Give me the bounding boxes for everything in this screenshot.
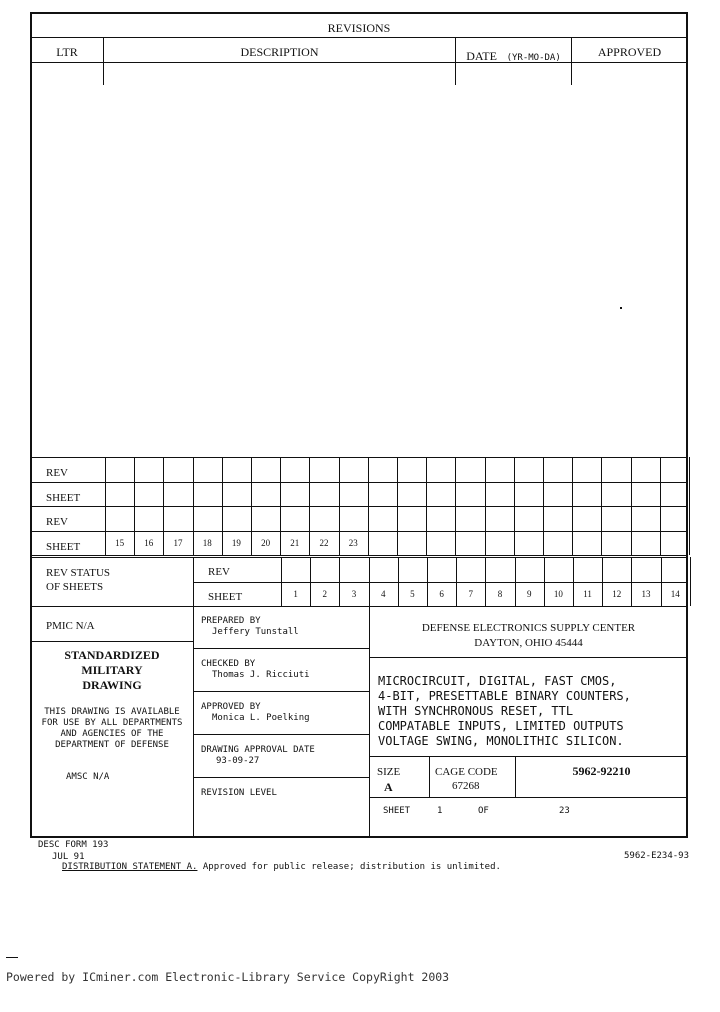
amsc-label: AMSC N/A [66, 772, 110, 782]
sheet-value: 1 [437, 806, 443, 816]
revisions-col-ltr: LTR [56, 45, 78, 59]
size-row-bottom-line [370, 797, 687, 798]
upper-rev-label-2: REV [46, 516, 68, 528]
upper-sheet-number [368, 531, 397, 556]
device-title-line2: 4-BIT, PRESETTABLE BINARY COUNTERS, [378, 689, 631, 703]
upper-sheet-label-1: SHEET [46, 492, 81, 504]
prepared-line [194, 648, 369, 649]
lower-sheet-number: 7 [468, 588, 474, 599]
checked-by-name: Thomas J. Ricciuti [212, 670, 310, 680]
upper-sheet-number: 15 [115, 537, 125, 548]
lower-sheet-number: 2 [322, 588, 328, 599]
title-block-divider-left [193, 557, 194, 838]
powered-by-text: Powered by ICminer.com Electronic-Library Service CopyRight 2003 [6, 970, 450, 984]
upper-sheet-number [514, 531, 543, 556]
upper-sheet-number: 23 [348, 537, 358, 548]
upper-sheet-number: 22 [319, 537, 329, 548]
approved-by-name: Monica L. Poelking [212, 713, 310, 723]
form-label: DESC FORM 193 [38, 840, 109, 850]
supply-center-line [370, 657, 687, 658]
upper-sheet-number [397, 531, 426, 556]
revisions-col-date-format: (YR-MO-DA) [506, 53, 561, 63]
revisions-col-date-label: DATE [466, 49, 497, 63]
lower-sheet-number: 10 [553, 588, 563, 599]
lower-sheet-number: 4 [380, 588, 386, 599]
rev-status-label-line1: REV STATUS [46, 567, 111, 579]
approved-line [194, 734, 369, 735]
lower-sheet-number: 11 [583, 588, 592, 599]
lower-sheet-number: 5 [410, 588, 415, 599]
pmic-line [31, 641, 193, 642]
distribution-text: Approved for public release; distribution is unlimited. [202, 862, 501, 872]
cage-code-label: CAGE CODE [435, 766, 498, 778]
checked-line [194, 691, 369, 692]
upper-grid-vline [689, 457, 690, 555]
upper-sheet-number [631, 531, 660, 556]
sheet-label: SHEET [383, 806, 411, 816]
lower-rev-label: REV [208, 566, 230, 578]
lower-grid-vline [690, 557, 691, 606]
upper-sheet-number: 17 [173, 537, 183, 548]
distribution-label: DISTRIBUTION STATEMENT A. [62, 862, 198, 872]
lower-sheet-number: 8 [497, 588, 503, 599]
approval-date-value: 93-09-27 [216, 756, 260, 766]
std-title-line2: MILITARY [81, 663, 143, 677]
rev-status-label-line2: OF SHEETS [46, 581, 104, 593]
lower-sheet-number: 14 [670, 588, 680, 599]
lower-sheet-number: 13 [641, 588, 651, 599]
approval-date-line [194, 777, 369, 778]
revisions-header-line [31, 62, 687, 63]
approval-date-label: DRAWING APPROVAL DATE [201, 745, 315, 755]
lower-sheet-number: 9 [526, 588, 532, 599]
upper-sheet-number [426, 531, 455, 556]
revisions-col-date [456, 45, 571, 64]
upper-sheet-number [660, 531, 689, 556]
size-value: A [384, 780, 393, 794]
upper-sheet-number: 21 [290, 537, 300, 548]
cage-code-value: 67268 [452, 780, 480, 792]
revision-level-label: REVISION LEVEL [201, 788, 277, 798]
supply-center-line2: DAYTON, OHIO 45444 [474, 637, 583, 649]
upper-sheet-number [572, 531, 601, 556]
title-bottom-line [370, 756, 687, 757]
footer-dash [6, 957, 18, 958]
availability-line2: FOR USE BY ALL DEPARTMENTS [41, 718, 183, 728]
upper-sheet-number: 16 [144, 537, 154, 548]
supply-center-line1: DEFENSE ELECTRONICS SUPPLY CENTER [421, 622, 636, 634]
prepared-by-label: PREPARED BY [201, 616, 261, 626]
upper-sheet-number: 18 [202, 537, 212, 548]
upper-grid-hline [31, 506, 687, 507]
upper-rev-label-1: REV [46, 467, 68, 479]
title-block-top-line [31, 606, 687, 607]
approved-by-label: APPROVED BY [201, 702, 261, 712]
device-title-line3: WITH SYNCHRONOUS RESET, TTL [378, 704, 574, 718]
size-divider [429, 756, 430, 797]
device-title-line5: VOLTAGE SWING, MONOLITHIC SILICON. [378, 734, 624, 748]
speck-mark [620, 307, 622, 309]
upper-grid-hline [31, 555, 687, 556]
upper-sheet-number [543, 531, 572, 556]
of-value: 23 [559, 806, 570, 816]
checked-by-label: CHECKED BY [201, 659, 256, 669]
revisions-col-approved: APPROVED [597, 45, 662, 59]
lower-grid-hline [31, 557, 687, 558]
drawing-number: 5962-92210 [572, 764, 631, 778]
revisions-title-line [31, 37, 687, 38]
pmic-label: PMIC N/A [46, 620, 95, 632]
lower-sheet-number: 1 [293, 588, 298, 599]
upper-sheet-number [455, 531, 484, 556]
std-title-line3: DRAWING [82, 678, 142, 692]
availability-line1: THIS DRAWING IS AVAILABLE [44, 707, 180, 717]
lower-sheet-number: 6 [439, 588, 444, 599]
distribution-statement [62, 862, 501, 872]
lower-sheet-label: SHEET [208, 591, 243, 603]
upper-sheet-number [601, 531, 630, 556]
std-title-line1: STANDARDIZED [64, 648, 160, 662]
upper-sheet-number [485, 531, 514, 556]
upper-grid-hline [31, 457, 687, 458]
lower-sheet-number: 12 [612, 588, 622, 599]
availability-line4: DEPARTMENT OF DEFENSE [55, 740, 169, 750]
prepared-by-name: Jeffery Tunstall [212, 627, 299, 637]
device-title-line1: MICROCIRCUIT, DIGITAL, FAST CMOS, [378, 674, 617, 688]
device-title-line4: COMPATABLE INPUTS, LIMITED OUTPUTS [378, 719, 624, 733]
revisions-col-description: DESCRIPTION [240, 45, 319, 59]
document-code: 5962-E234-93 [624, 851, 690, 861]
revisions-title: REVISIONS [327, 21, 391, 35]
availability-line3: AND AGENCIES OF THE [60, 729, 164, 739]
of-label: OF [478, 806, 489, 816]
upper-grid-hline [31, 482, 687, 483]
upper-sheet-number: 19 [231, 537, 241, 548]
upper-sheet-label-2: SHEET [46, 541, 81, 553]
lower-sheet-number: 3 [351, 588, 357, 599]
upper-sheet-number: 20 [261, 537, 271, 548]
form-date: JUL 91 [52, 852, 85, 862]
size-label: SIZE [377, 766, 401, 778]
